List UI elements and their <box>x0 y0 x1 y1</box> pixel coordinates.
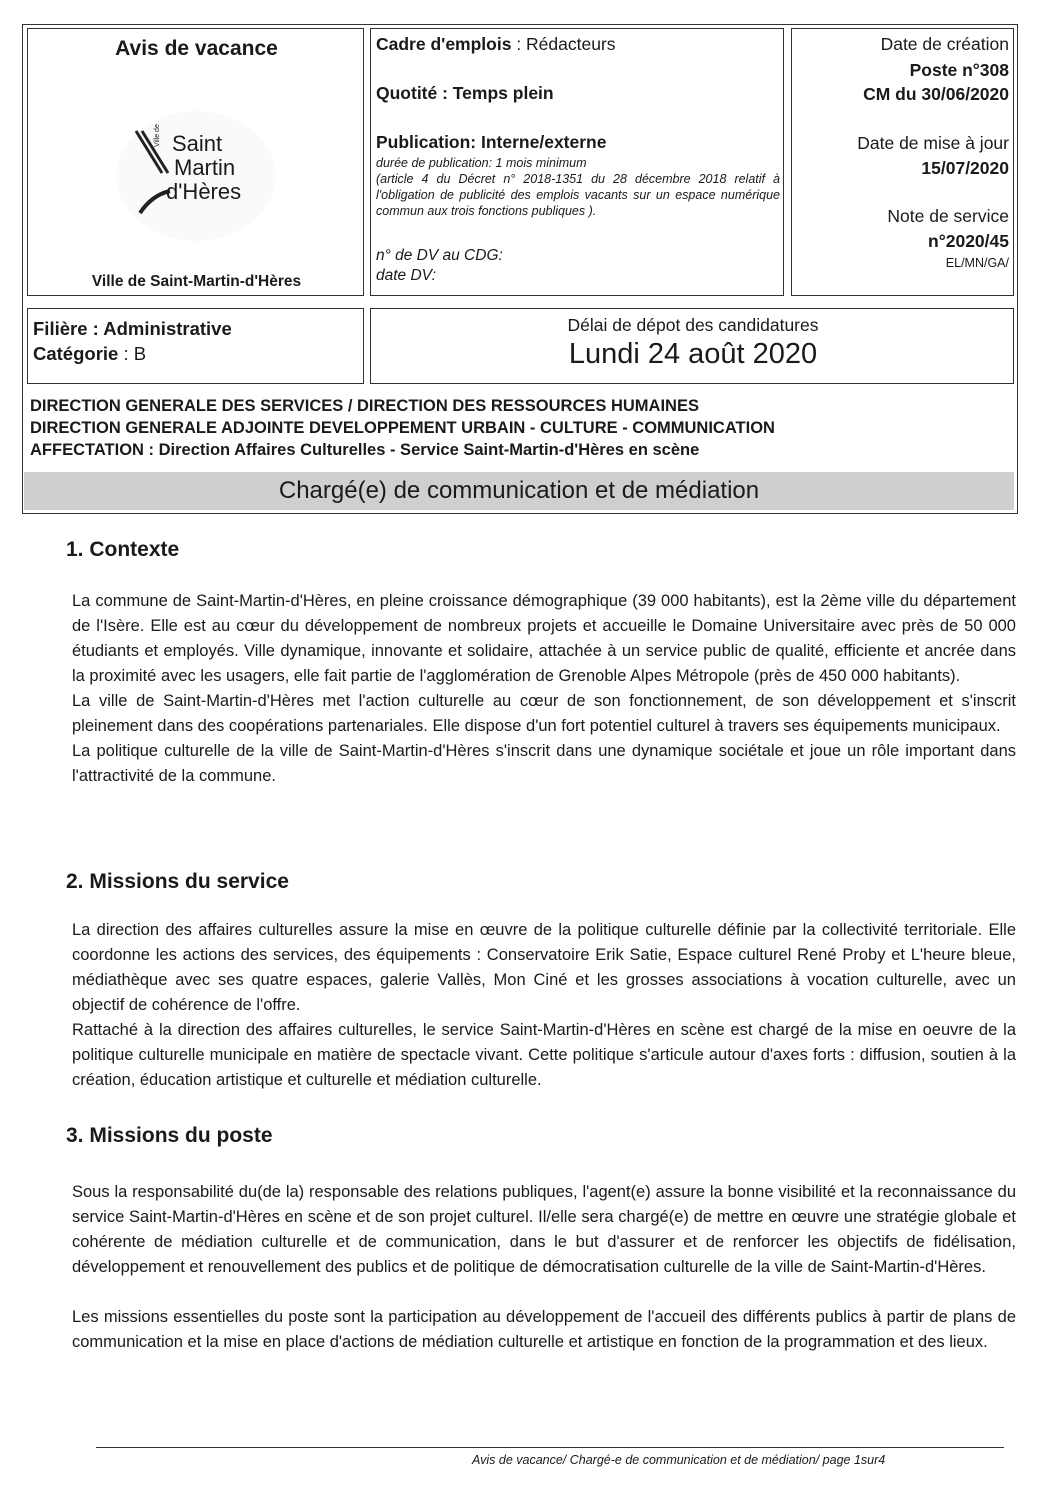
paragraph: La politique culturelle de la ville de Saint-Martin-d'Hères s'inscrit dans une dynamique sociétale et joue un rôle important dans l'attractivité de la commune. <box>72 742 1016 785</box>
section-body-missions-service <box>72 918 1016 1093</box>
logo-line-3: d'Hères <box>166 179 242 204</box>
logo-line-2: Martin <box>174 155 236 180</box>
cadre-emplois <box>376 34 616 55</box>
notice-title: Avis de vacance <box>115 37 278 60</box>
categorie-label: Catégorie <box>33 343 119 364</box>
deadline-box <box>370 308 1014 384</box>
cm-date: CM du 30/06/2020 <box>863 84 1009 104</box>
filiere: Filière : Administrative <box>33 318 232 339</box>
section-body-missions-poste <box>72 1180 1016 1355</box>
paragraph: La ville de Saint-Martin-d'Hères met l'action culturelle au cœur de son fonctionnement, de son développement et s'inscrit pleinement dans des coopérations partenariales. Elle dispose d'un fort potentiel culturel à travers ses équipements municipaux. <box>72 692 1016 735</box>
publication: Publication: Interne/externe <box>376 132 607 152</box>
paragraph: La commune de Saint-Martin-d'Hères, en pleine croissance démographique (39 000 habitants), est la 2ème ville du département de l'Isère. Elle est au cœur du développement de nombreux projets et accueille le Domaine Universitaire avec près de 50 000 étudiants et employés. Ville dynamique, innovante et solidaire, attachée à un service public de qualité, efficiente et ancrée dans la proximité avec les usagers, elle fait partie de l'agglomération de Grenoble Alpes Métropole (près de 450 000 habitants). <box>72 592 1016 685</box>
job-title-banner <box>24 472 1014 510</box>
job-info-box <box>370 28 784 296</box>
update-date: 15/07/2020 <box>921 158 1009 178</box>
creation-label: Date de création <box>880 34 1009 54</box>
cadre-label: Cadre d'emplois <box>376 34 512 54</box>
paragraph: Sous la responsabilité du(de la) responsable des relations publiques, l'agent(e) assure la bonne visibilité et la reconnaissance du service Saint-Martin-d'Hères en scène et de son projet culturel. Il/elle sera chargé(e) de mettre en œuvre une stratégie globale et cohérente de médiation culturelle et de communication, dans le but d'assurer et de renforcer les objectifs de fidélisation, développement et renouvellement des publics et de politique de démocratisation culturelle de la ville de Saint-Martin-d'Hères. <box>72 1183 1016 1276</box>
direction-1: DIRECTION GENERALE DES SERVICES / DIRECTION DES RESSOURCES HUMAINES <box>30 397 699 415</box>
categorie <box>33 343 146 365</box>
deadline-date: Lundi 24 août 2020 <box>568 338 818 370</box>
dv-cdg: n° de DV au CDG: <box>376 247 503 264</box>
filiere-box <box>27 308 364 384</box>
deadline-label: Délai de dépot des candidatures <box>567 315 819 335</box>
footer-rule <box>96 1447 1004 1448</box>
vacancy-box <box>27 28 364 296</box>
note-reference: EL/MN/GA/ <box>945 256 1009 270</box>
affectation: AFFECTATION : Direction Affaires Culturelles - Service Saint-Martin-d'Hères en scène <box>30 441 700 459</box>
publication-duration: durée de publication: 1 mois minimum <box>376 156 587 170</box>
logo-mark-icon <box>132 129 172 219</box>
publication-legal-note: (article 4 du Décret n° 2018-1351 du 28 décembre 2018 relatif à l'obligation de publicité des emplois vacants sur un espace numérique commun aux trois fonctions publiques ). <box>376 172 780 218</box>
direction-2: DIRECTION GENERALE ADJOINTE DEVELOPPEMENT URBAIN - CULTURE - COMMUNICATION <box>30 419 775 437</box>
footer-text: Avis de vacance/ Chargé-e de communication et de médiation/ page 1sur4 <box>472 1453 886 1467</box>
note-number: n°2020/45 <box>928 231 1009 251</box>
paragraph: Les missions essentielles du poste sont la participation au développement de l'accueil des différents publics à partir de plans de communication et la mise en place d'actions de médiation culturelle et artistique en fonction de la programmation et des lieux. <box>72 1308 1016 1351</box>
logo-line-1: Saint <box>172 131 223 156</box>
paragraph: Rattaché à la direction des affaires culturelles, le service Saint-Martin-d'Hères en scène est chargé de la mise en oeuvre de la politique culturelle municipale en matière de spectacle vivant. Cette politique s'articule autour d'axes forts : diffusion, soutien à la création, éducation artistique et culturelle et médiation culturelle. <box>72 1021 1016 1089</box>
poste-number: Poste n°308 <box>909 60 1009 80</box>
note-label: Note de service <box>887 206 1009 226</box>
job-title: Chargé(e) de communication et de médiation <box>278 477 760 504</box>
categorie-value: : B <box>118 343 147 364</box>
section-title-contexte: 1. Contexte <box>66 538 180 561</box>
section-body-contexte <box>72 589 1016 789</box>
dates-box <box>791 28 1014 296</box>
dv-date: date DV: <box>376 267 437 284</box>
update-label: Date de mise à jour <box>857 133 1009 153</box>
paragraph: La direction des affaires culturelles assure la mise en œuvre de la politique culturelle définie par la collectivité territoriale. Elle coordonne les actions des services, des équipements : Conservatoire Erik Satie, Espace culturel René Proby et L'heure bleue, médiathèque avec ses quatre espaces, galerie Vallès, Mon Ciné et les grosses associations à vocation culturelle, avec un objectif de cohérence de l'offre. <box>72 921 1016 1014</box>
section-title-missions-service: 2. Missions du service <box>66 870 289 893</box>
logo-text-small: Ville de <box>154 124 161 147</box>
quotite: Quotité : Temps plein <box>376 83 554 103</box>
city-name: Ville de Saint-Martin-d'Hères <box>91 273 302 290</box>
section-title-missions-poste: 3. Missions du poste <box>66 1124 273 1147</box>
city-logo <box>116 111 276 241</box>
cadre-value: : Rédacteurs <box>511 34 616 54</box>
